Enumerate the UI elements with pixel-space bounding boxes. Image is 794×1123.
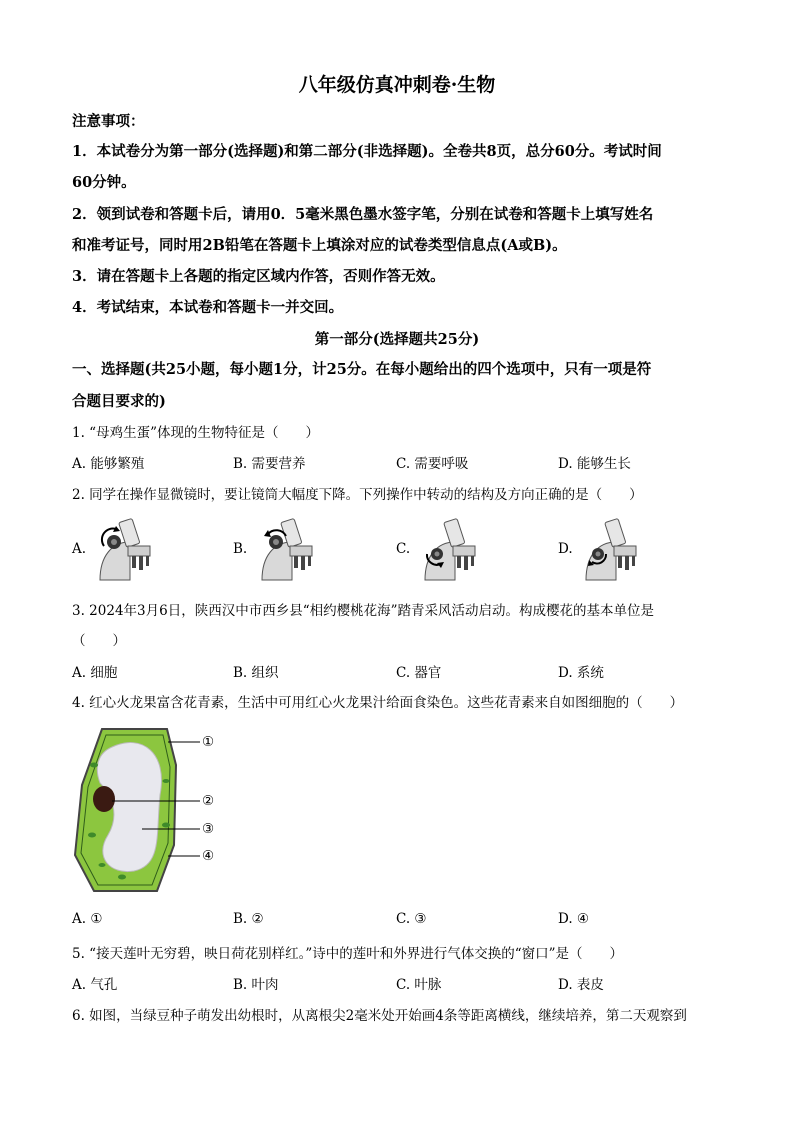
q5-option-d[interactable]: D. 表皮 [558, 977, 604, 993]
q2-option-d[interactable]: D. [558, 541, 573, 557]
cell-label-2: ② [202, 793, 215, 809]
q5-option-c[interactable]: C. 叶脉 [396, 977, 442, 993]
q2-option-b[interactable]: B. [233, 541, 248, 557]
q3-option-c[interactable]: C. 器官 [396, 665, 442, 681]
plant-cell-diagram [72, 725, 222, 895]
q4-option-c[interactable]: C. ③ [396, 911, 427, 927]
q2-option-c[interactable]: C. [396, 541, 411, 557]
q4-option-d[interactable]: D. ④ [558, 911, 590, 927]
question-6-stem: 6. 如图，当绿豆种子萌发出幼根时，从离根尖2毫米处开始画4条等距离横线，继续培养，第二天观察到 [72, 1008, 687, 1024]
page-title: 八年级仿真冲刺卷·生物 [298, 74, 496, 96]
q2-option-a[interactable]: A. [72, 541, 87, 557]
cell-label-1: ① [202, 734, 215, 750]
q1-option-c[interactable]: C. 需要呼吸 [396, 456, 469, 472]
q3-option-d[interactable]: D. 系统 [558, 665, 604, 681]
q1-option-b[interactable]: B. 需要营养 [233, 456, 306, 472]
microscope-fine-knob-image-d [580, 516, 640, 582]
q5-option-a[interactable]: A. 气孔 [72, 977, 118, 993]
q4-option-b[interactable]: B. ② [233, 911, 264, 927]
question-3-stem: 3. 2024年3月6日，陕西汉中市西乡县“相约樱桃花海”踏青采风活动启动。构成樱花的基本单位是 [72, 603, 655, 619]
cell-label-3: ③ [202, 821, 215, 837]
section-heading: 一、选择题(共25小题，每小题1分，计25分。在每小题给出的四个选项中，只有一项是符 [72, 361, 652, 378]
notice-line: 和准考证号，同时用2B铅笔在答题卡上填涂对应的试卷类型信息点(A或B)。 [72, 237, 567, 254]
question-4-stem: 4. 红心火龙果富含花青素，生活中可用红心火龙果汁给面食染色。这些花青素来自如图细胞的（ ） [72, 695, 684, 711]
notice-line: 60分钟。 [72, 174, 136, 191]
question-2-stem: 2. 同学在操作显微镜时，要让镜筒大幅度下降。下列操作中转动的结构及方向正确的是（ ） [72, 487, 643, 503]
q5-option-b[interactable]: B. 叶肉 [233, 977, 279, 993]
q1-option-d[interactable]: D. 能够生长 [558, 456, 631, 472]
question-1-stem: 1. “母鸡生蛋”体现的生物特征是（ ） [72, 425, 319, 441]
part1-heading: 第一部分(选择题共25分) [314, 331, 480, 348]
question-3-stem-cont: （ ） [72, 633, 126, 649]
microscope-coarse-knob-image-b [256, 516, 316, 582]
notice-line: 4．考试结束，本试卷和答题卡一并交回。 [72, 299, 344, 316]
cell-label-4: ④ [202, 848, 215, 864]
section-heading: 合题目要求的) [72, 393, 166, 410]
q4-option-a[interactable]: A. ① [72, 911, 103, 927]
q3-option-a[interactable]: A. 细胞 [72, 665, 118, 681]
q1-option-a[interactable]: A. 能够繁殖 [72, 456, 145, 472]
q3-option-b[interactable]: B. 组织 [233, 665, 279, 681]
microscope-fine-knob-image-c [419, 516, 479, 582]
notice-heading: 注意事项： [72, 113, 145, 130]
notice-line: 1．本试卷分为第一部分(选择题)和第二部分(非选择题)。全卷共8页，总分60分。考试时间 [72, 143, 662, 160]
notice-line: 3．请在答题卡上各题的指定区域内作答，否则作答无效。 [72, 268, 445, 285]
question-5-stem: 5. “接天莲叶无穷碧，映日荷花别样红。”诗中的莲叶和外界进行气体交换的“窗口”是（ ） [72, 946, 624, 962]
microscope-coarse-knob-image-a [94, 516, 154, 582]
notice-line: 2．领到试卷和答题卡后，请用0．5毫米黑色墨水签字笔，分别在试卷和答题卡上填写姓名 [72, 206, 654, 223]
